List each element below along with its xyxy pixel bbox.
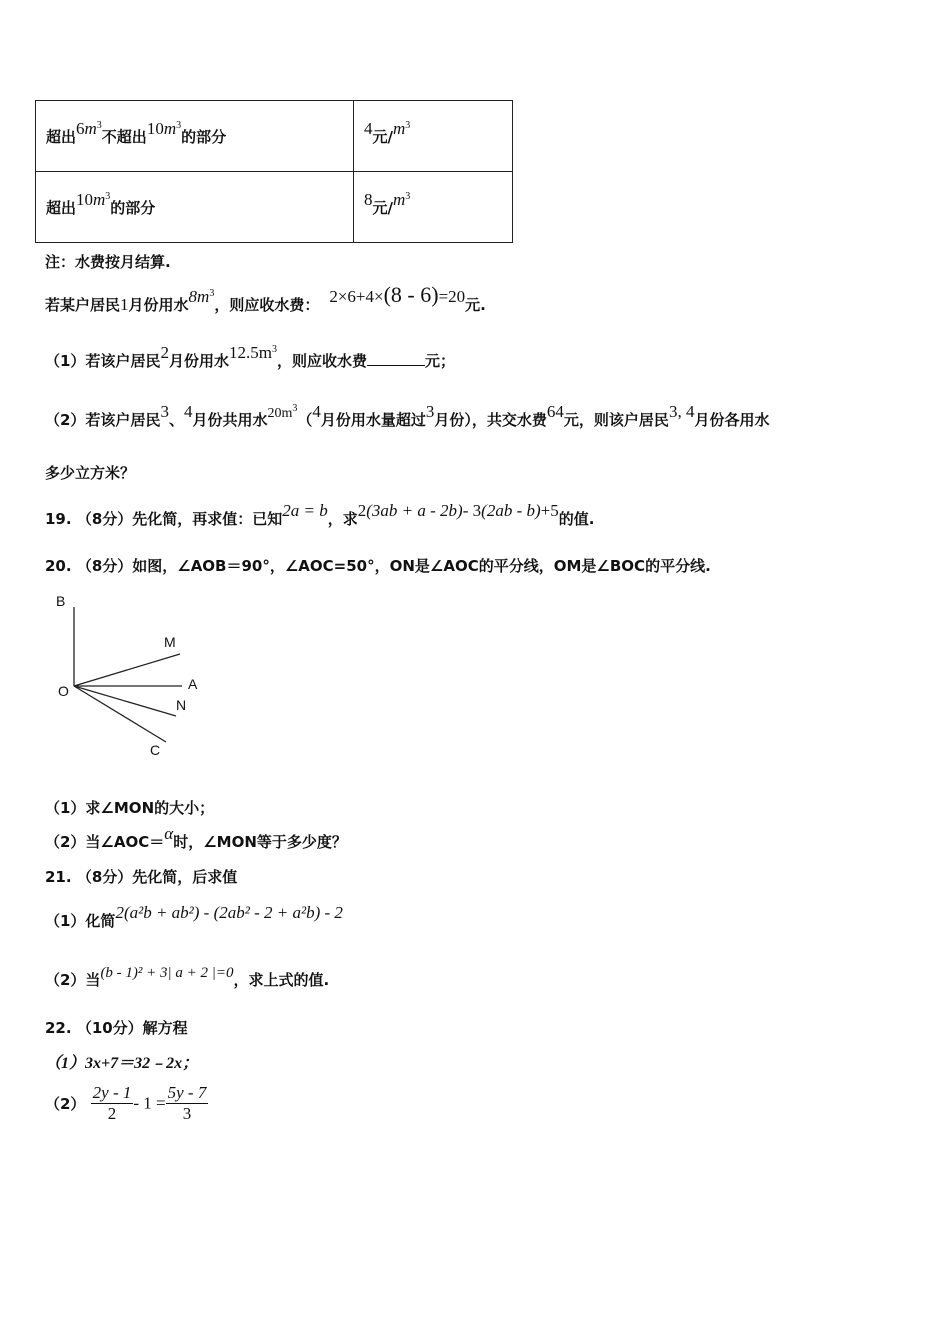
q21-sub1: （1）化简2(a²b + ab²) - (2ab² - 2 + a²b) - 2 bbox=[45, 903, 343, 930]
q22-sub1: （1）3x+7＝32﹣2x； bbox=[45, 1055, 199, 1072]
question-20: 20. （8分）如图，∠AOB＝90°，∠AOC=50°，ON是∠AOC的平分线，OM是∠BOC的平分线. bbox=[45, 557, 711, 575]
table-cell-range: 超出$6m^3$不超出$10m^3$的部分 bbox=[36, 101, 354, 172]
q21-sub2: （2）当(b - 1)² + 3| a + 2 |=0，求上式的值. bbox=[45, 965, 330, 989]
label-c: C bbox=[150, 742, 161, 758]
table-cell-price: 4元$/m^3$ bbox=[354, 101, 513, 172]
ray-om bbox=[74, 654, 180, 686]
q20-sub1: （1）求∠MON的大小； bbox=[45, 799, 215, 817]
table-cell-price: 8元$/m^3$ bbox=[354, 172, 513, 243]
q18-sub2-line2: 多少立方米？ bbox=[45, 464, 136, 482]
label-n: N bbox=[176, 697, 187, 713]
q18-sub1: （1）若该户居民2月份用水$12.5m^3$，则应收水费 元； bbox=[45, 343, 455, 370]
q20-sub2: （2）当∠AOC＝α时，∠MON等于多少度？ bbox=[45, 824, 347, 851]
q22-sub2: （2） $\frac{2y - 1}{2}$ - 1 = $\frac{5y - 7}{3}$ bbox=[45, 1083, 207, 1123]
note: 注：水费按月结算. bbox=[45, 253, 171, 271]
water-fee-table bbox=[35, 100, 513, 243]
ray-oc bbox=[74, 686, 166, 742]
q18-sub2: （2）若该户居民3、4月份共用水$20m^3(4$月份用水量超过3月份），共交水费64元，则该户居民3, 4月份各用水 bbox=[45, 402, 770, 429]
example-line: 若某户居民1月份用水$8m^3$，则应收水费： 2×6+4×(8 - 6)=20元. bbox=[45, 282, 486, 314]
question-22: 22. （10分）解方程 bbox=[45, 1019, 188, 1037]
angle-figure bbox=[40, 585, 230, 770]
table-row bbox=[36, 101, 513, 172]
question-19: 19. （8分）先化简，再求值：已知2a = b，求2(3ab + a - 2b)- 3(2ab - b)+5的值. bbox=[45, 501, 595, 528]
label-a: A bbox=[188, 676, 198, 692]
answer-blank bbox=[367, 351, 425, 366]
fraction-right: $\frac{5y - 7}{3}$ bbox=[167, 1083, 207, 1123]
question-21: 21. （8分）先化简，后求值 bbox=[45, 868, 238, 886]
label-m: M bbox=[164, 634, 176, 650]
fraction-left: $\frac{2y - 1}{2}$ bbox=[92, 1083, 132, 1123]
label-o: O bbox=[58, 683, 69, 699]
label-b: B bbox=[56, 593, 66, 609]
table-cell-range: 超出$10m^3$的部分 bbox=[36, 172, 354, 243]
table-row bbox=[36, 172, 513, 243]
ray-on bbox=[74, 686, 176, 716]
